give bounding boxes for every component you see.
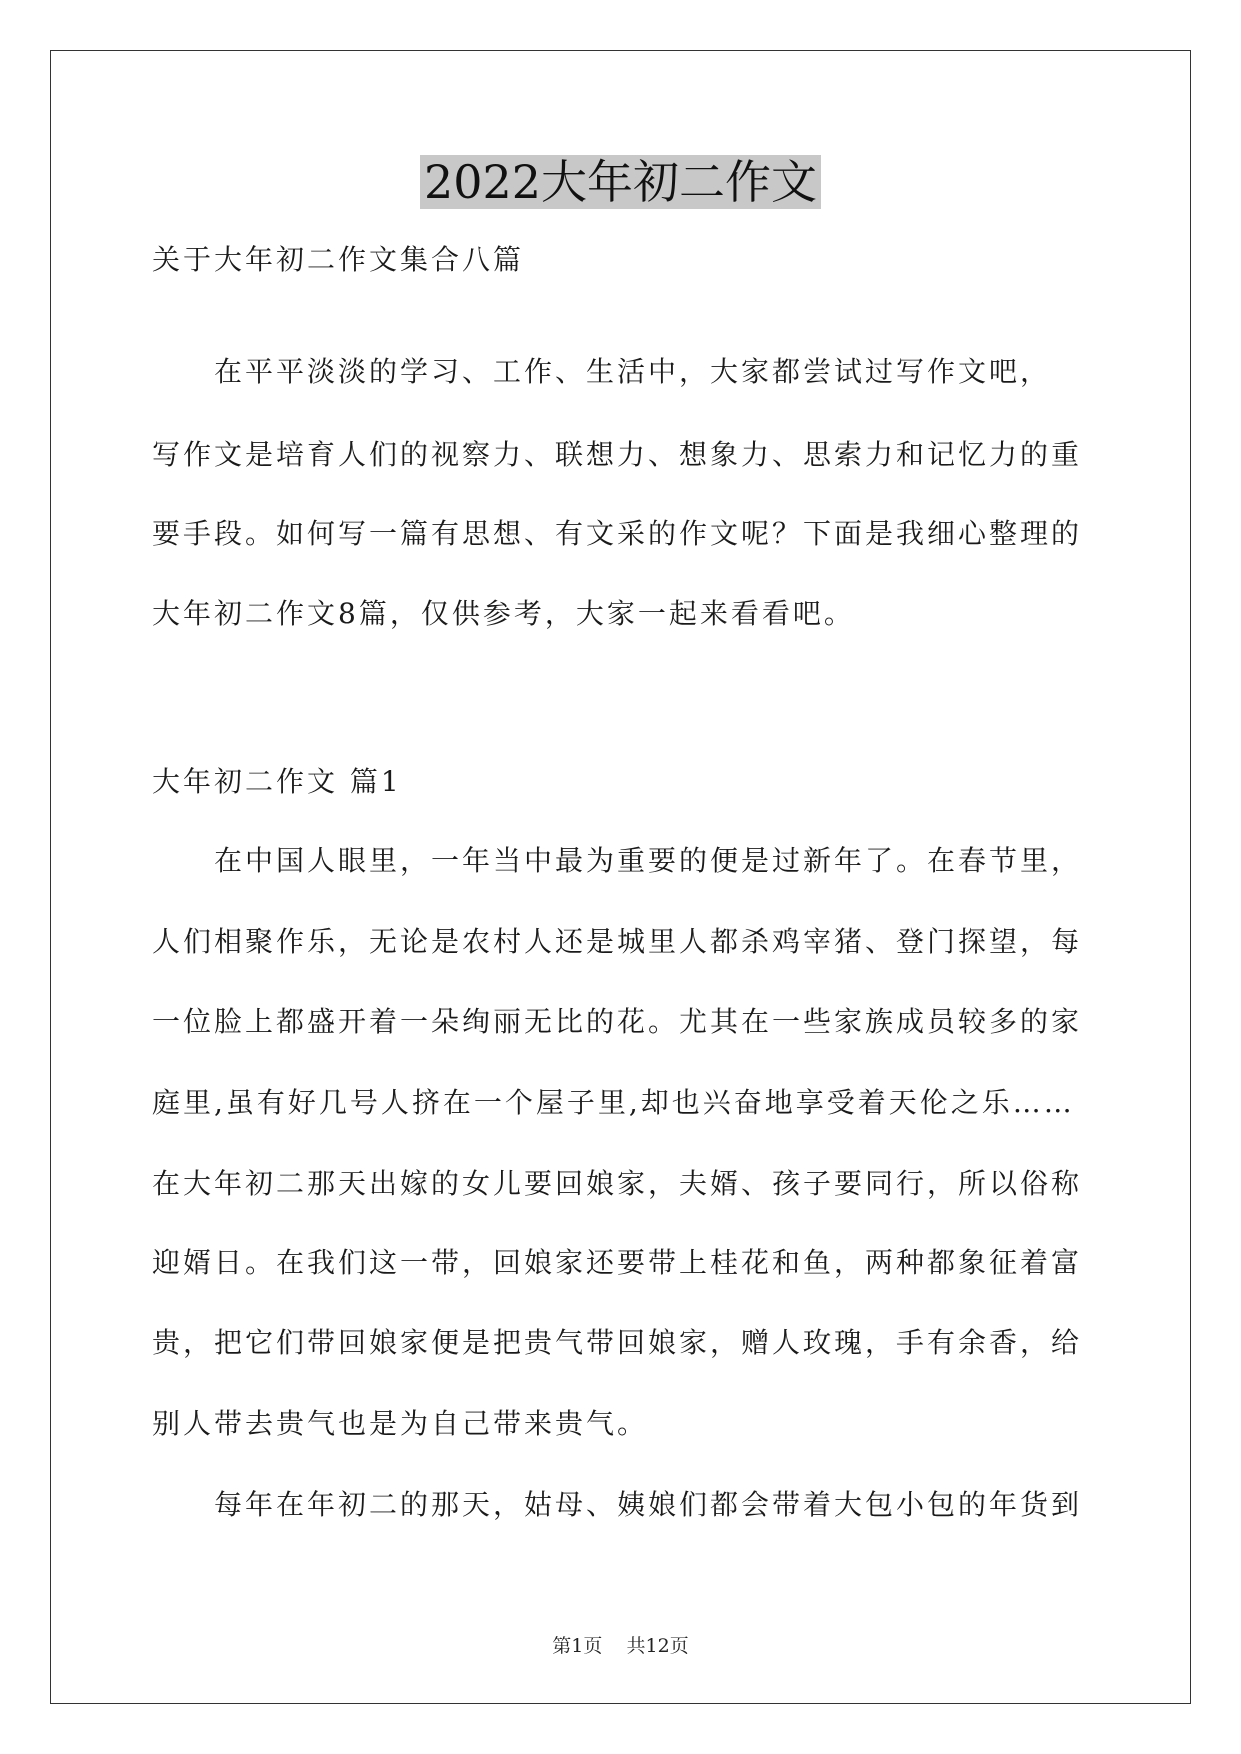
body-line-4: 庭里,虽有好几号人挤在一个屋子里,却也兴奋地享受着天伦之乐……: [152, 1086, 1075, 1119]
intro-line-4: 大年初二作文8篇，仅供参考，大家一起来看看吧。: [152, 597, 855, 630]
intro-line-3: 要手段。如何写一篇有思想、有文采的作文呢？下面是我细心整理的: [152, 517, 1083, 550]
page-number: 第1页: [552, 1635, 603, 1657]
body-line-3: 一位脸上都盛开着一朵绚丽无比的花。尤其在一些家族成员较多的家: [152, 1005, 1083, 1038]
intro-line-2: 写作文是培育人们的视察力、联想力、想象力、思索力和记忆力的重: [152, 438, 1083, 471]
page-footer: [0, 1634, 1241, 1658]
body-line-9: 每年在年初二的那天，姑母、姨娘们都会带着大包小包的年货到: [152, 1488, 1083, 1521]
body-line-7: 贵，把它们带回娘家便是把贵气带回娘家，赠人玫瑰，手有余香，给: [152, 1326, 1083, 1359]
body-line-2: 人们相聚作乐，无论是农村人还是城里人都杀鸡宰猪、登门探望，每: [152, 925, 1083, 958]
document-title: 2022大年初二作文: [420, 155, 821, 209]
body-line-1: 在中国人眼里，一年当中最为重要的便是过新年了。在春节里，: [152, 844, 1083, 877]
intro-line-1: 在平平淡淡的学习、工作、生活中，大家都尝试过写作文吧，: [152, 355, 1052, 388]
body-line-6: 迎婿日。在我们这一带，回娘家还要带上桂花和鱼，两种都象征着富: [152, 1246, 1083, 1279]
page-total: 共12页: [626, 1635, 689, 1657]
title-container: [0, 155, 1241, 209]
section-heading: 大年初二作文 篇1: [152, 765, 402, 798]
body-line-5: 在大年初二那天出嫁的女儿要回娘家，夫婿、孩子要同行，所以俗称: [152, 1167, 1083, 1200]
document-subtitle: 关于大年初二作文集合八篇: [152, 243, 525, 276]
body-line-8: 别人带去贵气也是为自己带来贵气。: [152, 1407, 649, 1440]
